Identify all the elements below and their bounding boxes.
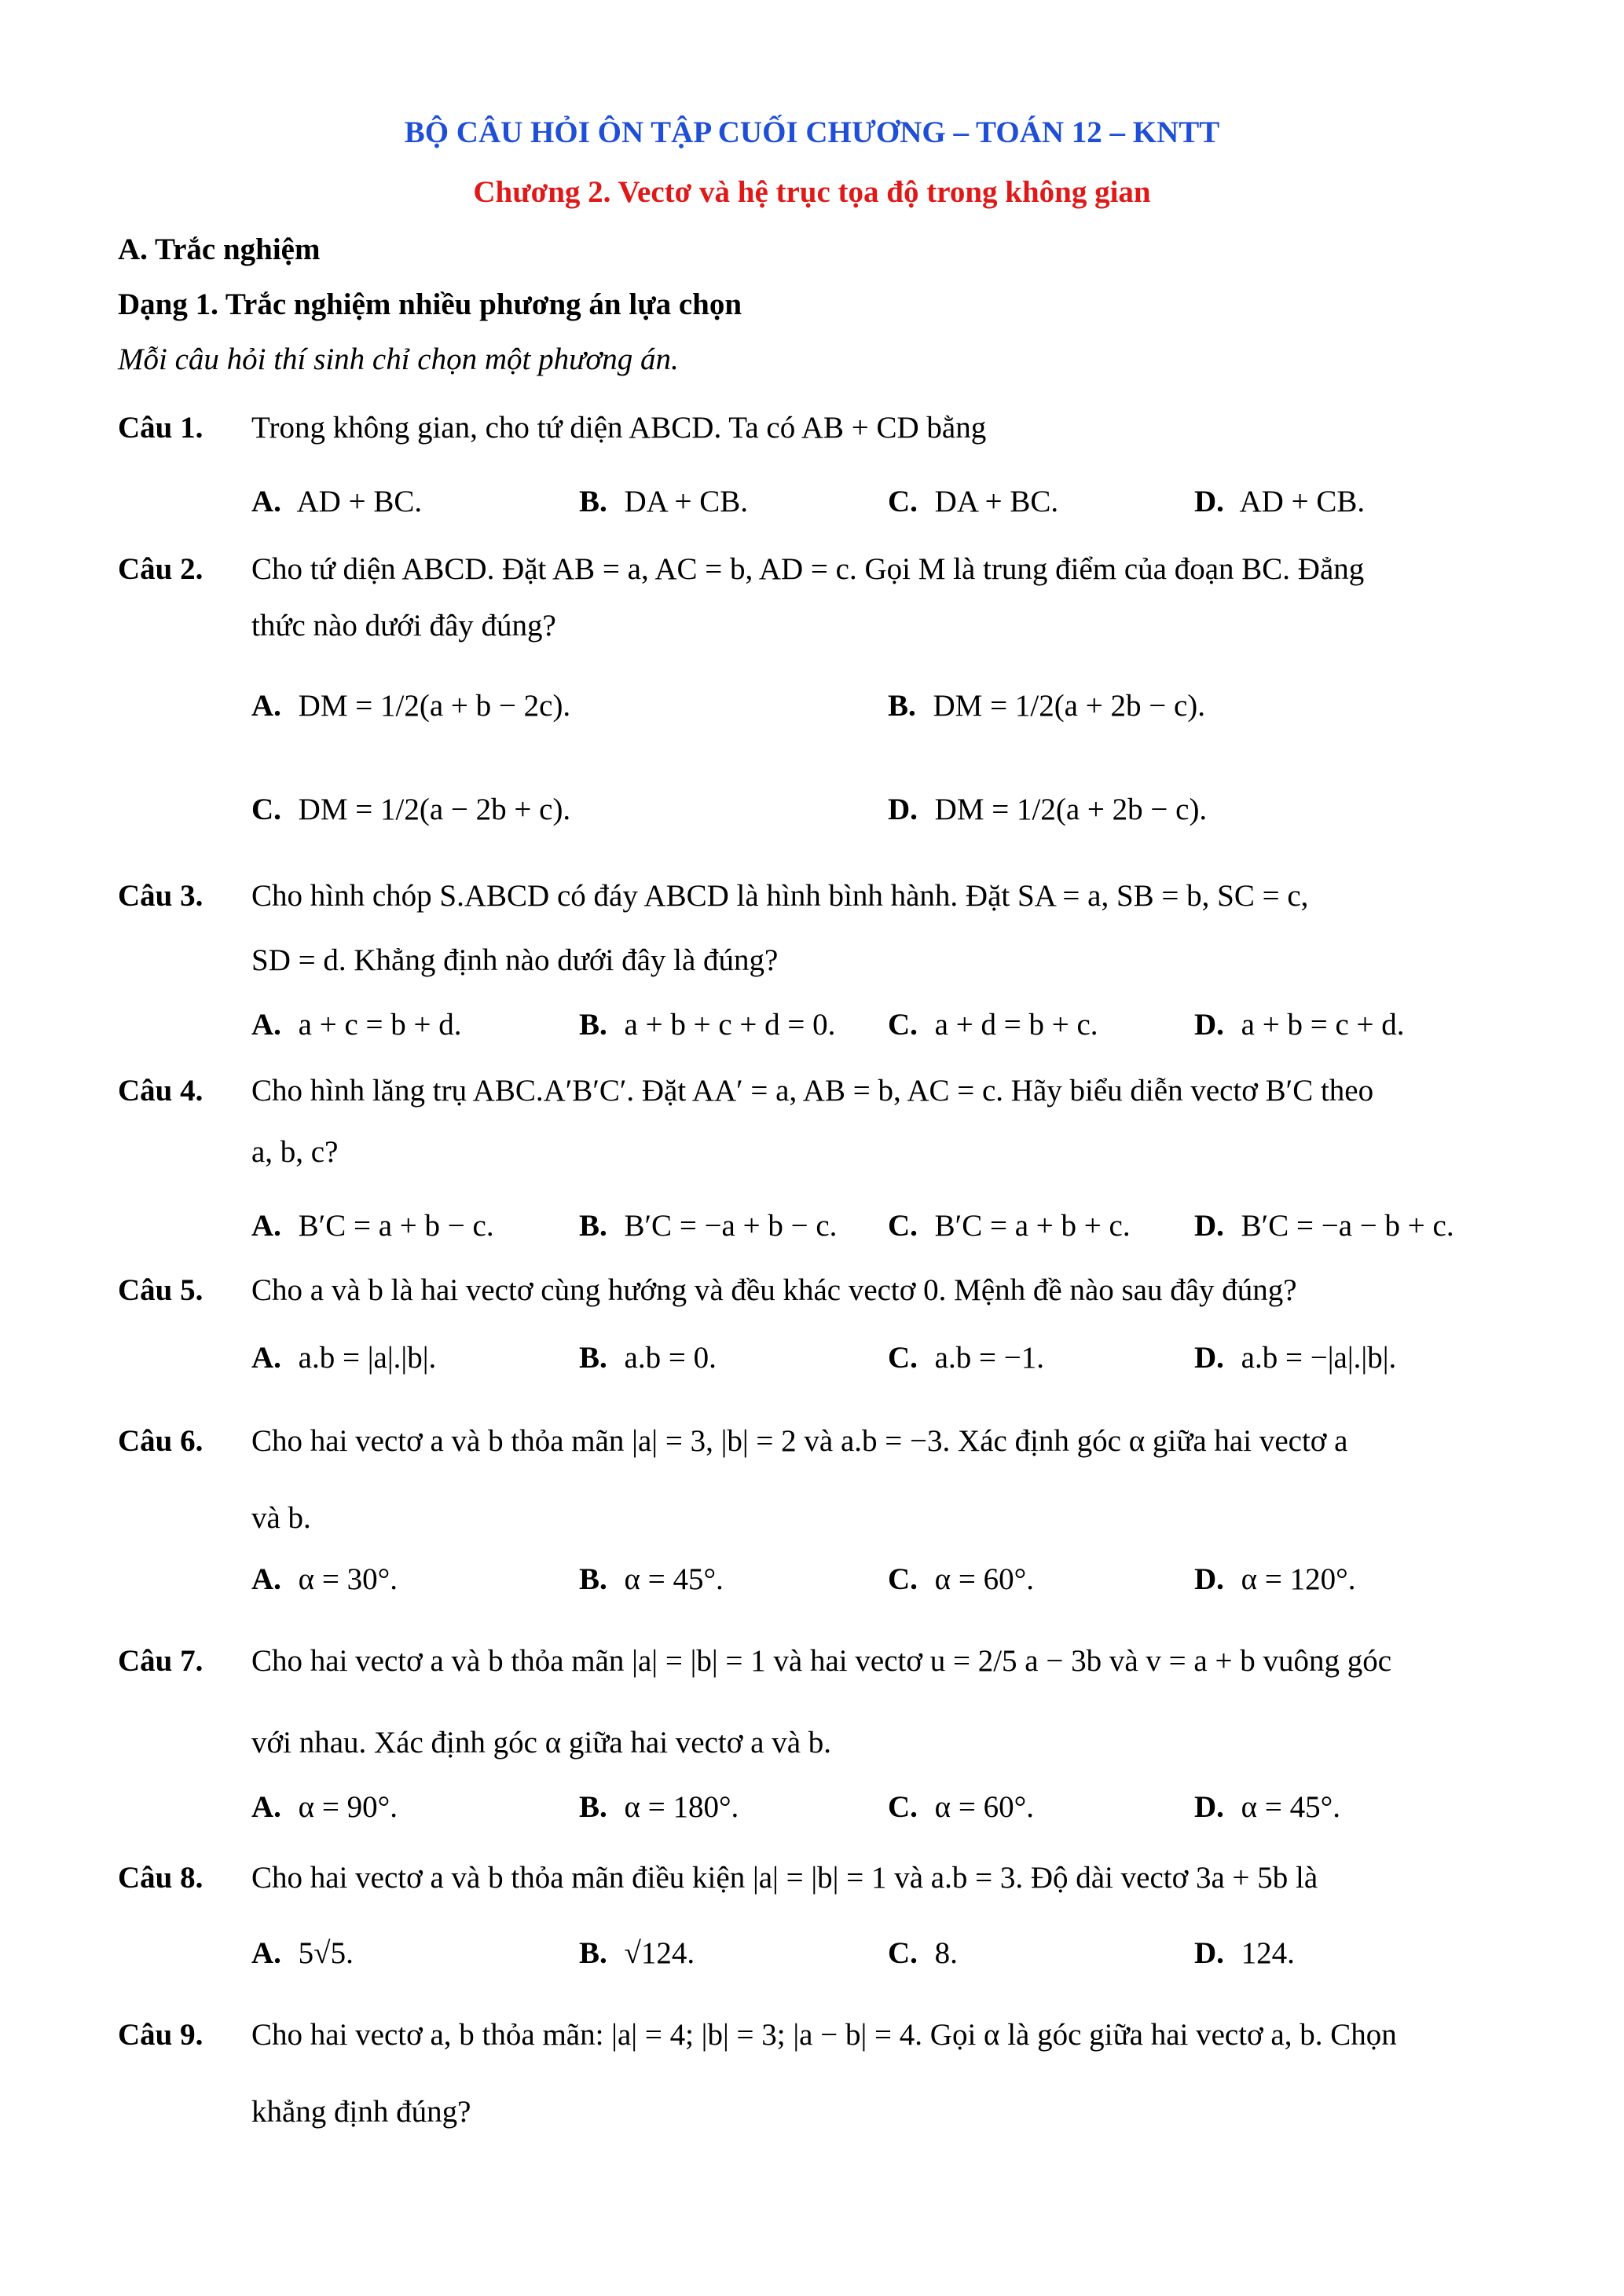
option-b: B. a.b = 0. <box>579 1341 717 1375</box>
option-c: C. a + d = b + c. <box>888 1008 1098 1042</box>
option-c: C. α = 60°. <box>888 1562 1034 1596</box>
option-a: A. AD + BC. <box>251 485 423 518</box>
option-a: A. α = 30°. <box>251 1562 398 1596</box>
question-label: Câu 8. <box>118 1861 203 1895</box>
question-label: Câu 4. <box>118 1074 203 1108</box>
option-b: B. α = 180°. <box>579 1790 739 1824</box>
question-label: Câu 6. <box>118 1424 203 1458</box>
option-a: A. a + c = b + d. <box>251 1008 462 1042</box>
question-label: Câu 3. <box>118 879 203 913</box>
option-c: C. 8. <box>888 1936 958 1970</box>
option-c: C. DA + BC. <box>888 485 1059 518</box>
option-b: B. DM = 1/2(a + 2b − c). <box>888 689 1206 723</box>
document-title: BỘ CÂU HỎI ÔN TẬP CUỐI CHƯƠNG – TOÁN 12 – KNTT <box>404 115 1220 149</box>
question-label: Câu 1. <box>118 411 203 445</box>
question-label: Câu 2. <box>118 552 203 586</box>
subsection-heading: Dạng 1. Trắc nghiệm nhiều phương án lựa chọn <box>118 287 742 321</box>
question-text-cont: và b. <box>251 1501 311 1535</box>
question-label: Câu 9. <box>118 2018 203 2052</box>
option-d: D. α = 45°. <box>1194 1790 1340 1824</box>
option-a: A. DM = 1/2(a + b − 2c). <box>251 689 571 723</box>
option-d: D. α = 120°. <box>1194 1562 1356 1596</box>
question-text: Cho hai vectơ a và b thỏa mãn |a| = 3, |b| = 2 và a.b = −3. Xác định góc α giữa hai vectơ a <box>251 1424 1348 1458</box>
option-b: B. √124. <box>579 1936 695 1970</box>
option-a: A. 5√5. <box>251 1936 354 1970</box>
question-text-cont: thức nào dưới đây đúng? <box>251 609 556 643</box>
question-text: Trong không gian, cho tứ diện ABCD. Ta có AB + CD bằng <box>251 411 987 445</box>
option-d: D. DM = 1/2(a + 2b − c). <box>888 793 1208 826</box>
option-d: D. a + b = c + d. <box>1194 1008 1405 1042</box>
option-d: D. a.b = −|a|.|b|. <box>1194 1341 1397 1375</box>
instruction-text: Mỗi câu hỏi thí sinh chỉ chọn một phương án. <box>118 342 679 376</box>
option-b: B. DA + CB. <box>579 485 748 518</box>
section-heading: A. Trắc nghiệm <box>118 233 321 266</box>
question-label: Câu 7. <box>118 1644 203 1678</box>
option-a: A. B′C = a + b − c. <box>251 1209 494 1243</box>
question-text-cont: với nhau. Xác định góc α giữa hai vectơ a và b. <box>251 1726 832 1760</box>
question-text: Cho hai vectơ a, b thỏa mãn: |a| = 4; |b| = 3; |a − b| = 4. Gọi α là góc giữa hai vectơ a, b. Chọn <box>251 2018 1397 2052</box>
option-b: B. a + b + c + d = 0. <box>579 1008 836 1042</box>
question-text-cont: khẳng định đúng? <box>251 2095 471 2129</box>
question-text: Cho hình lăng trụ ABC.A′B′C′. Đặt AA′ = a, AB = b, AC = c. Hãy biểu diễn vectơ B′C theo <box>251 1074 1374 1108</box>
option-d: D. B′C = −a − b + c. <box>1194 1209 1454 1243</box>
question-text: Cho hai vectơ a và b thỏa mãn điều kiện |a| = |b| = 1 và a.b = 3. Độ dài vectơ 3a + 5b là <box>251 1861 1318 1895</box>
option-d: D. AD + CB. <box>1194 485 1366 518</box>
question-text: Cho hình chóp S.ABCD có đáy ABCD là hình bình hành. Đặt SA = a, SB = b, SC = c, <box>251 879 1309 913</box>
chapter-subtitle: Chương 2. Vectơ và hệ trục tọa độ trong không gian <box>473 175 1151 209</box>
question-text-cont: a, b, c? <box>251 1135 339 1169</box>
option-a: A. a.b = |a|.|b|. <box>251 1341 437 1375</box>
option-b: B. B′C = −a + b − c. <box>579 1209 838 1243</box>
question-text-cont: SD = d. Khẳng định nào dưới đây là đúng? <box>251 943 779 977</box>
option-c: C. DM = 1/2(a − 2b + c). <box>251 793 571 826</box>
option-d: D. 124. <box>1194 1936 1295 1970</box>
question-text: Cho a và b là hai vectơ cùng hướng và đều khác vectơ 0. Mệnh đề nào sau đây đúng? <box>251 1273 1297 1307</box>
option-a: A. α = 90°. <box>251 1790 398 1824</box>
option-c: C. B′C = a + b + c. <box>888 1209 1131 1243</box>
question-label: Câu 5. <box>118 1273 203 1307</box>
option-b: B. α = 45°. <box>579 1562 724 1596</box>
question-text: Cho hai vectơ a và b thỏa mãn |a| = |b| = 1 và hai vectơ u = 2/5 a − 3b và v = a + b vuông góc <box>251 1644 1392 1678</box>
question-text: Cho tứ diện ABCD. Đặt AB = a, AC = b, AD = c. Gọi M là trung điểm của đoạn BC. Đẳng <box>251 552 1365 586</box>
option-c: C. α = 60°. <box>888 1790 1034 1824</box>
option-c: C. a.b = −1. <box>888 1341 1044 1375</box>
